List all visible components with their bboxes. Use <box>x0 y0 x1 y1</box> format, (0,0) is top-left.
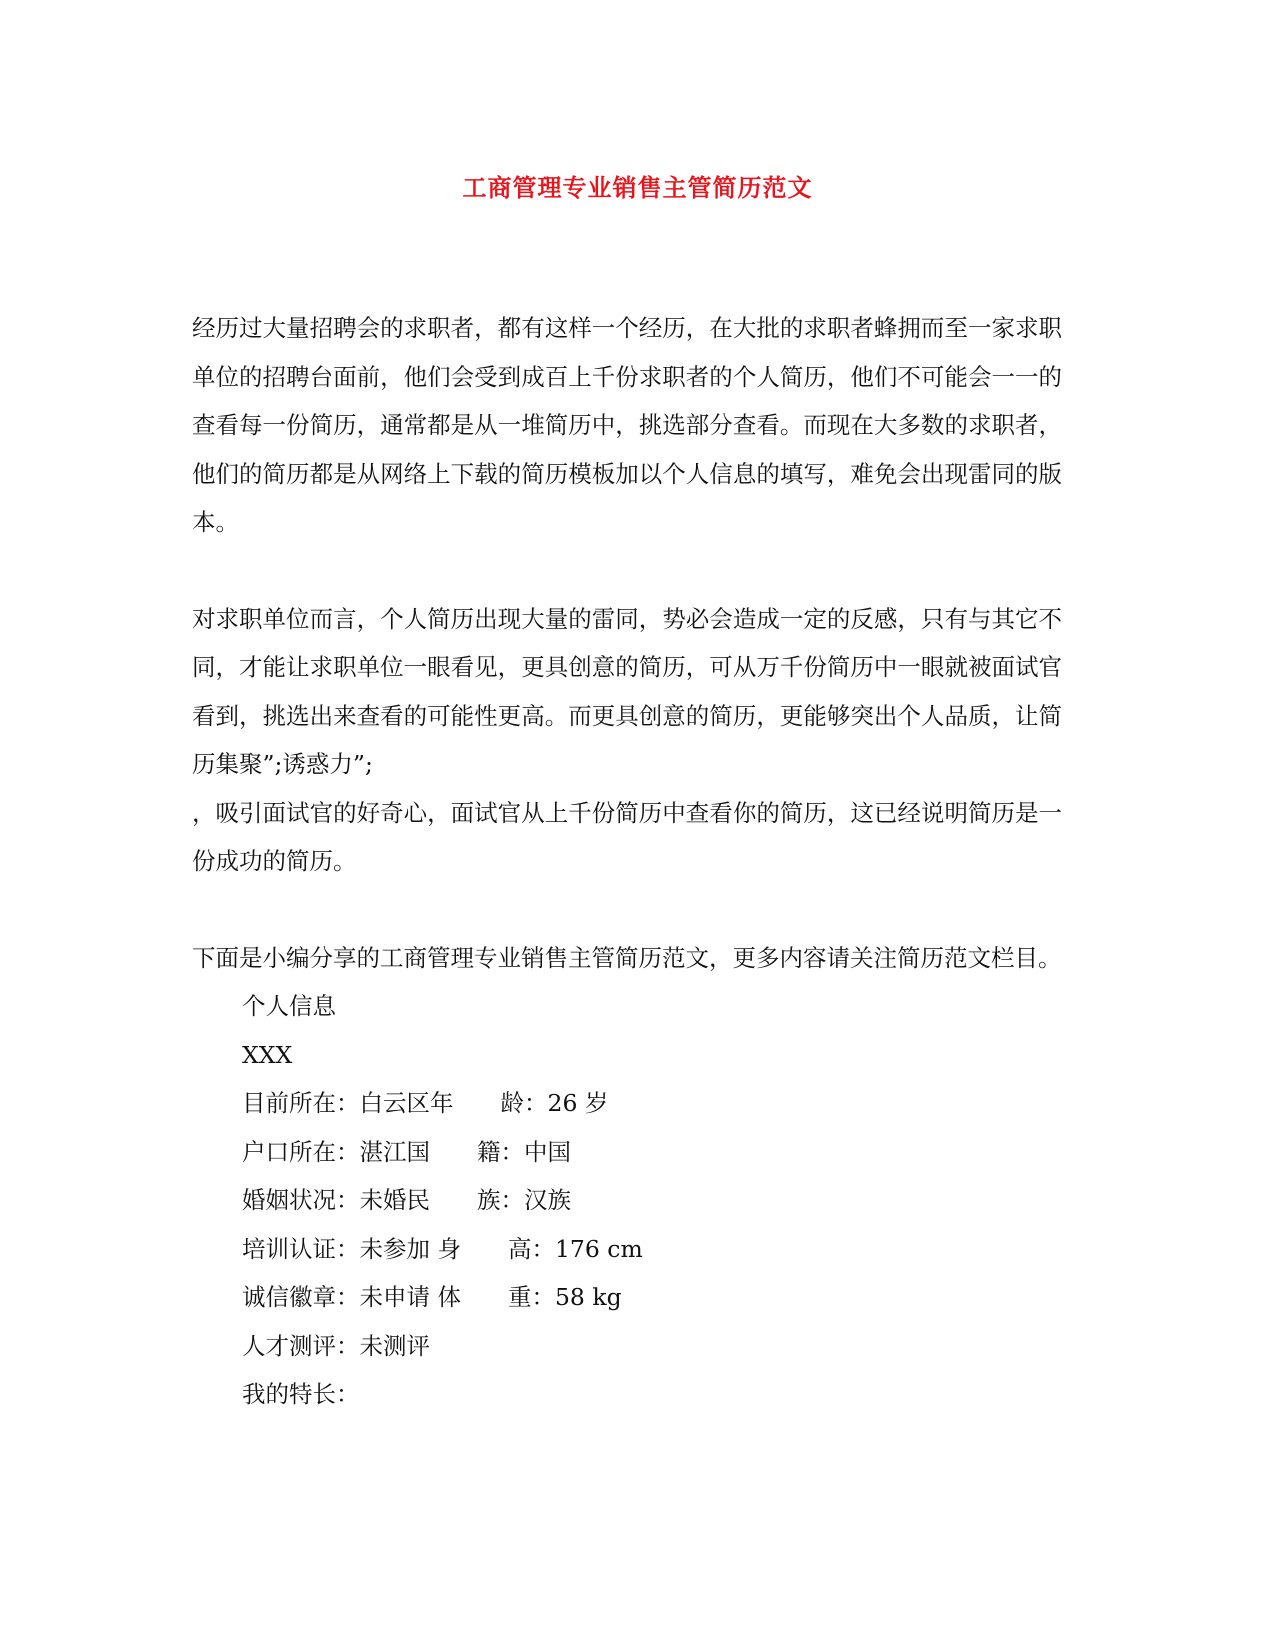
info-training-height: 培训认证：未参加 身 高：176 cm <box>242 1234 643 1263</box>
info-hukou-nationality: 户口所在：湛江国 籍：中国 <box>242 1137 571 1166</box>
info-name: XXX <box>242 1040 293 1069</box>
paragraph-intro: 经历过大量招聘会的求职者，都有这样一个经历，在大批的求职者蜂拥而至一家求职单位的招聘台面前，他们会受到成百上千份求职者的个人简历，他们不可能会一一的查看每一份简历，通常都是从一堆简历中，挑选部分查看。而现在大多数的求职者，他们的简历都是从网络上下载的简历模板加以个人信息的填写，难免会出现雷同的版本。 <box>192 314 1062 536</box>
paragraph-creativity: 对求职单位而言，个人简历出现大量的雷同，势必会造成一定的反感，只有与其它不同，才能让求职单位一眼看见，更具创意的简历，可从万千份简历中一眼就被面试官看到，挑选出来查看的可能性更高。而更具创意的简历，更能够突出个人品质，让简历集聚”;诱惑力”; <box>192 604 1062 778</box>
info-marital-ethnicity: 婚姻状况：未婚民 族：汉族 <box>242 1186 571 1214</box>
info-assessment: 人才测评：未测评 <box>242 1331 430 1360</box>
info-badge-weight: 诚信徽章：未申请 体 重：58 kg <box>242 1283 622 1311</box>
personal-info-section <box>192 982 1062 1419</box>
paragraph-attraction: ，吸引面试官的好奇心，面试官从上千份简历中查看你的简历，这已经说明简历是一份成功的简历。 <box>192 798 1062 875</box>
document-body <box>192 304 1062 1419</box>
info-location-age: 目前所在：白云区年 龄：26 岁 <box>242 1089 609 1117</box>
paragraph-share: 下面是小编分享的工商管理专业销售主管简历范文，更多内容请关注简历范文栏目。 <box>192 943 1062 972</box>
document-title: 工商管理专业销售主管简历范文 <box>462 173 813 202</box>
info-heading: 个人信息 <box>242 992 336 1020</box>
info-specialties: 我的特长： <box>242 1380 360 1408</box>
